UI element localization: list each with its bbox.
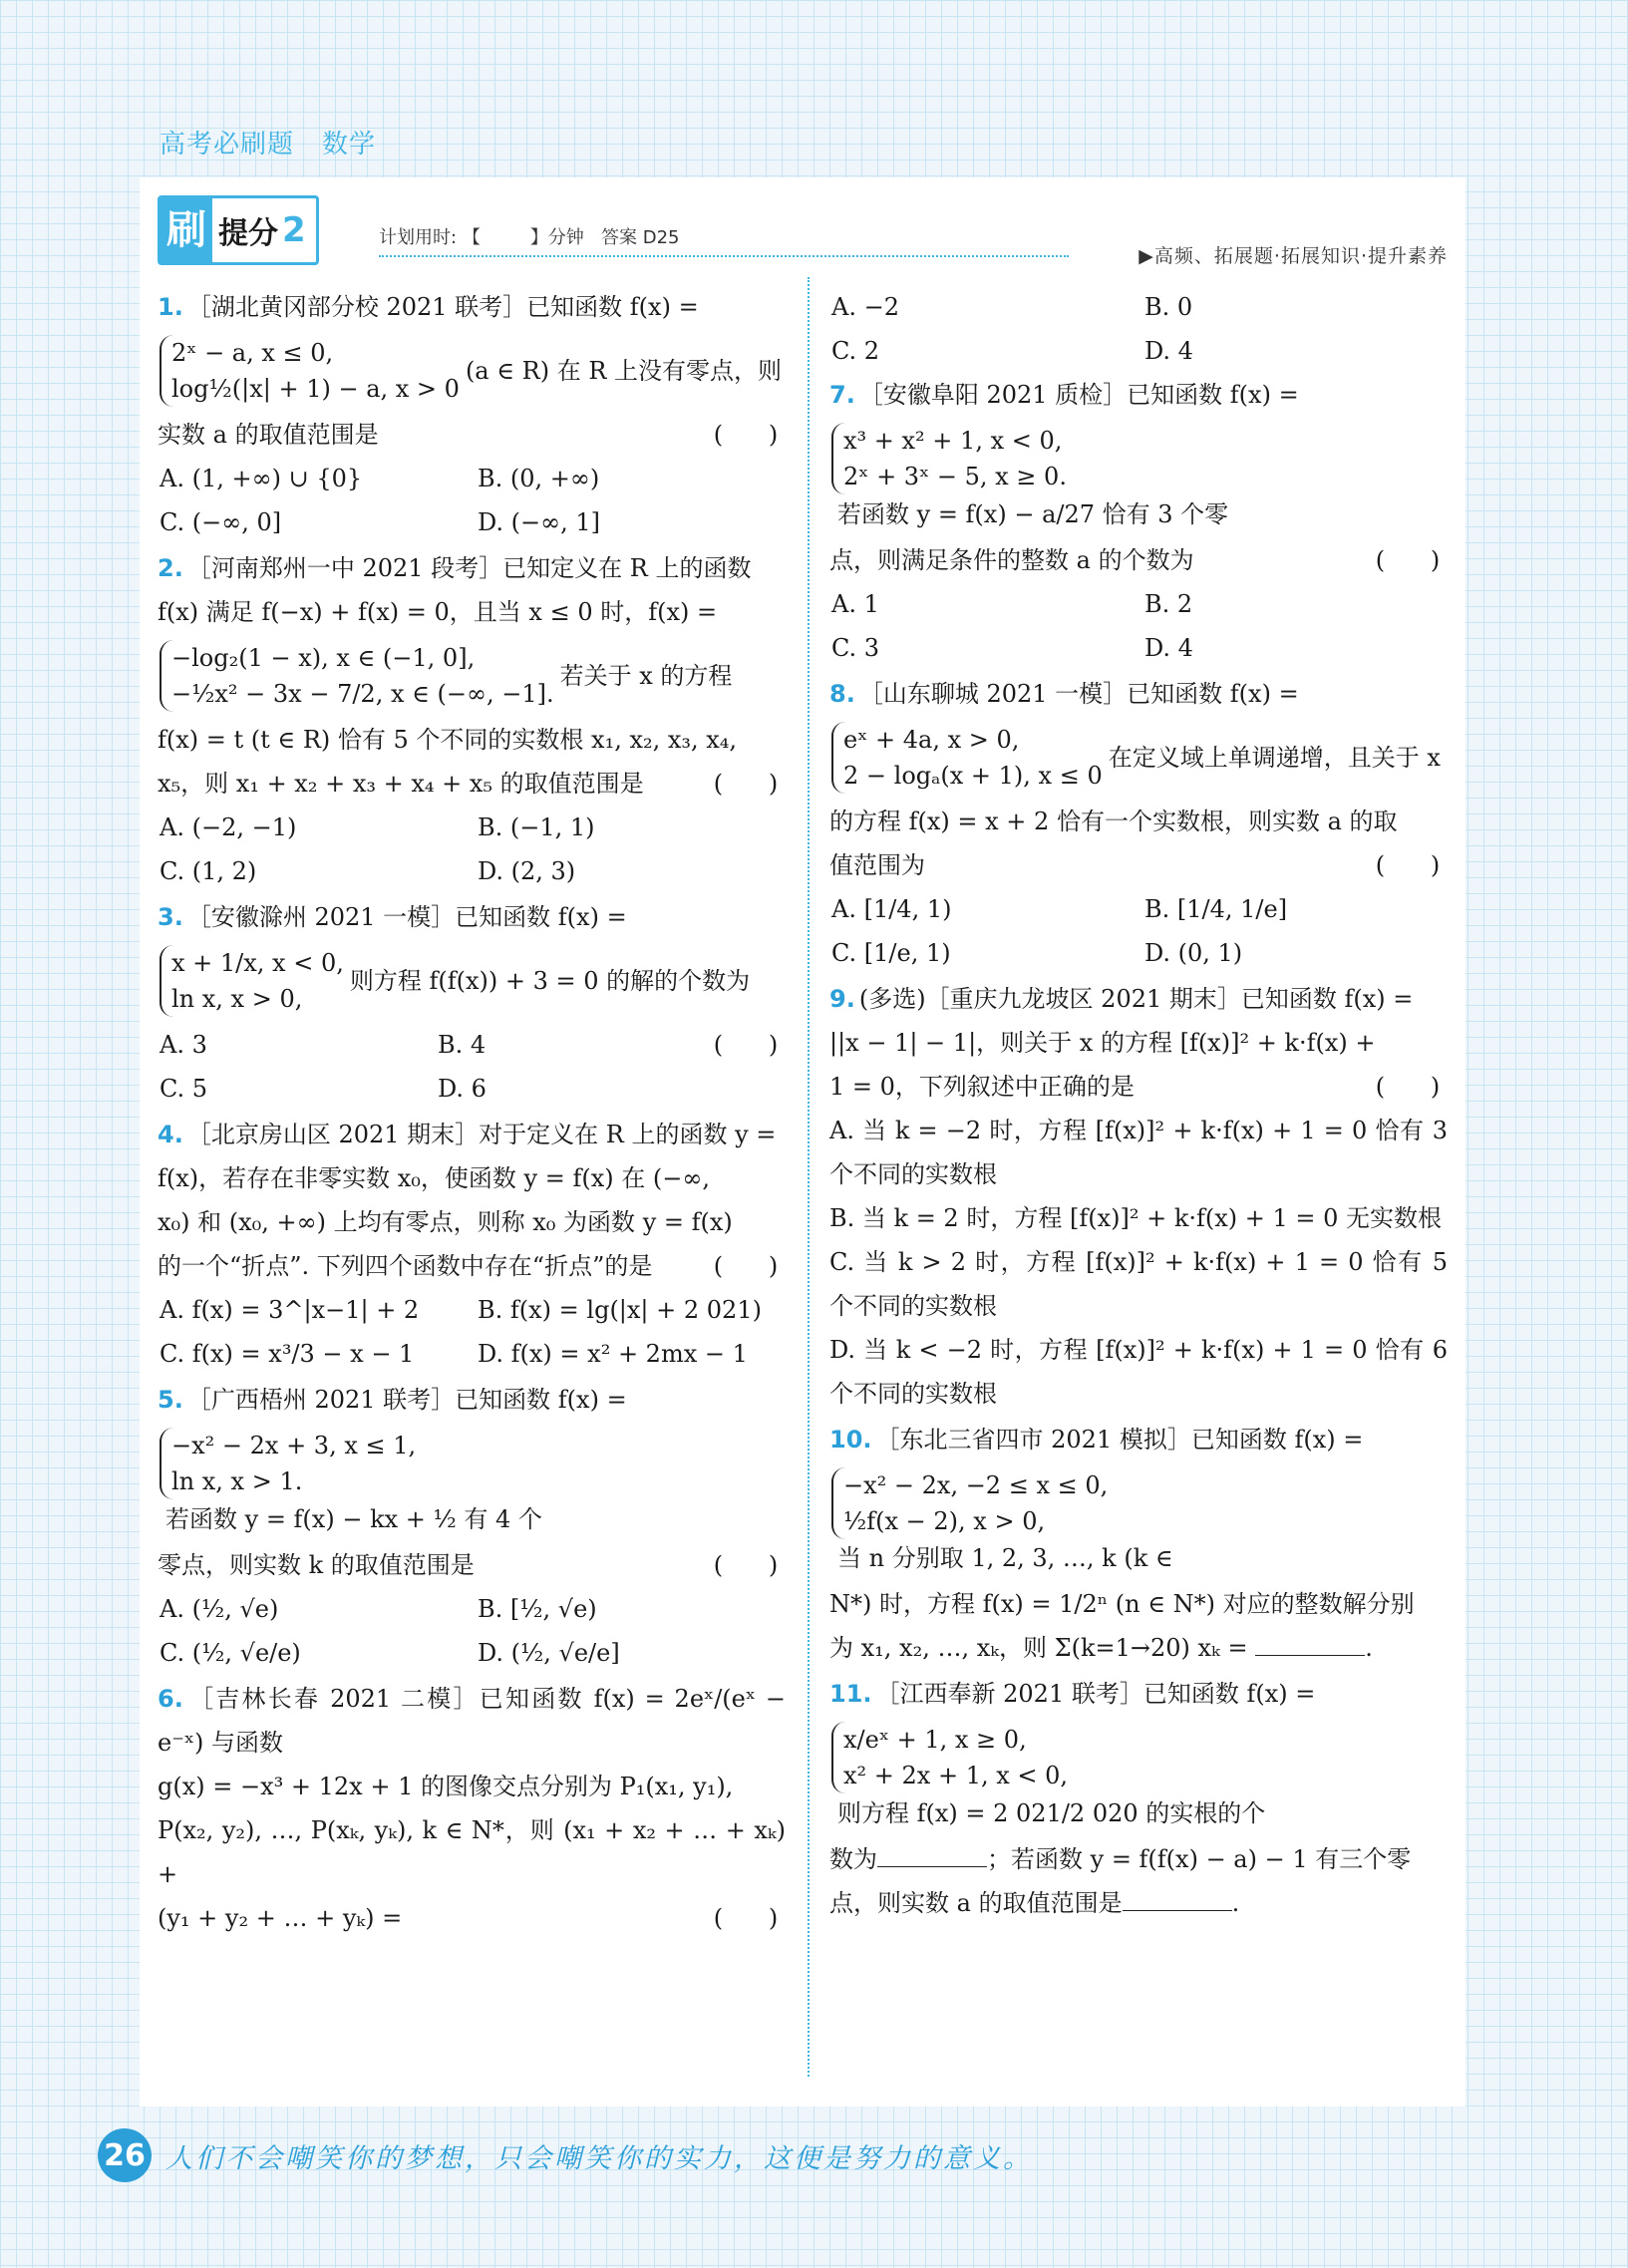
answer-blank [1368,843,1448,887]
option: C. 当 k > 2 时，方程 [f(x)]² + k·f(x) + 1 = 0 恰有 5 个不同的实数根 [829,1247,1448,1320]
section-header [158,195,1448,265]
section-badge [158,195,319,265]
question: 4. ［北京房山区 2021 期末］对于定义在 R 上的函数 y = f(x)，若存在非零实数 x₀，使函数 y = f(x) 在 (−∞, x₀) 和 (x₀, +∞) 上均有零点，则称 x₀ 为函数 y = f(x) 的一个“折点”. 下列四个函数中存在“折点”的是 ( ) A. f(x) = 3^|x−1| + 2 B. f(x) = lg(|x| + 2 021) C. f(x) = x³/3 − x − 1 D. f(x) = x² + 2mx − 1 [158,1113,786,1376]
option: C. (1, 2) [160,857,257,885]
option: D. (0, 1) [1144,938,1243,967]
option: A. (1, +∞) ∪ {0} [160,465,363,492]
option: A. 3 [160,1031,207,1059]
question: 5. ［广西梧州 2021 联考］已知函数 f(x) = −x² − 2x + 3, x ≤ 1, ln x, x > 1. 若函数 y = f(x) − kx + ½ 有 4 个 零点，则实数 k 的取值范围是 ( ) A. (½, √e) B. [½, √e) C. (½, √e/e) D. (½, √e/e] [158,1378,786,1675]
question: 2. ［河南郑州一中 2021 段考］已知定义在 R 上的函数 f(x) 满足 f(−x) + f(x) = 0，且当 x ≤ 0 时，f(x) = −log₂(1 − x), x ∈ (−1, 0], −½x² − 3x − 7/2, x ∈ (−∞, −1]. 若关于 x 的方程 f(x) = t (t ∈ R) 恰有 5 个不同的实数根 x₁, x₂, x₃, x₄, x₅，则 x₁ + x₂ + x₃ + x₄ + x₅ 的取值范围是 ( ) A. (−2, −1) B. (−1, 1) C. (1, 2) D. (2, 3) [158,546,786,893]
option: A. −2 [831,293,899,321]
section-number: 2 [282,210,306,250]
option: A. 当 k = −2 时，方程 [f(x)]² + k·f(x) + 1 = 0 恰有 3 个不同的实数根 [829,1116,1448,1188]
answer-blank [1368,538,1448,582]
fill-blank [1255,1631,1365,1656]
option: B. (0, +∞) [478,465,600,492]
option: D. 当 k < −2 时，方程 [f(x)]² + k·f(x) + 1 = 0 恰有 6 个不同的实数根 [829,1335,1448,1408]
option: D. 4 [1144,633,1193,662]
section-tagline: ▶高频、拓展题·拓展知识·提升素养 [1139,245,1448,267]
question: 11. ［江西奉新 2021 联考］已知函数 f(x) = x/eˣ + 1, x ≥ 0, x² + 2x + 1, x < 0, 则方程 f(x) = 2 021/2 020 的实根的个 数为 ；若函数 y = f(f(x) − a) − 1 有三个零 点，则实数 a 的取值范围是 . [829,1680,1412,1917]
column-divider [808,277,810,2077]
header-rule [379,255,1069,257]
answer-blank [706,1543,786,1587]
option: C. 5 [160,1075,208,1103]
motto: 人们不会嘲笑你的梦想，只会嘲笑你的实力，这便是努力的意义。 [165,2142,1033,2174]
option: A. (½, √e) [160,1594,279,1623]
fill-blank [1123,1886,1232,1911]
question: 6. ［吉林长春 2021 二模］已知函数 f(x) = 2eˣ/(eˣ − e⁻ˣ) 与函数 g(x) = −x³ + 12x + 1 的图像交点分别为 P₁(x₁, y₁), P(x₂, y₂), …, P(xₖ, yₖ), k ∈ N*，则 (x₁ + x₂ + … + xₖ) + (y₁ + y₂ + … + yₖ) = ( ) [158,1677,786,1940]
option: C. (−∞, 0] [160,508,282,536]
option: D. 4 [1144,337,1193,365]
fill-blank [877,1842,987,1867]
answer-reference: 答案 D25 [600,227,680,248]
option: C. [1/e, 1) [831,938,951,967]
worksheet [140,177,1465,2106]
option: D. 6 [438,1075,487,1103]
option: A. 1 [831,589,879,618]
option: D. f(x) = x² + 2mx − 1 [478,1340,748,1368]
page-footer [98,2128,1033,2182]
option: A. (−2, −1) [160,813,297,841]
answer-blank [706,1244,786,1288]
question: 3. ［安徽滁州 2021 一模］已知函数 f(x) = x + 1/x, x < 0, ln x, x > 0, 则方程 f(f(x)) + 3 = 0 的解的个数为 ( ) A. 3 B. 4 C. 5 D. 6 [158,895,786,1111]
option: D. (−∞, 1] [478,508,600,536]
option: A. [1/4, 1) [831,894,952,923]
section-title: 提分 [218,216,278,251]
answer-blank [706,762,786,806]
answer-blank [706,413,786,457]
book-title: 高考必刷题 [160,130,295,160]
question: 7. ［安徽阜阳 2021 质检］已知函数 f(x) = x³ + x² + 1, x < 0, 2ˣ + 3ˣ − 5, x ≥ 0. 若函数 y = f(x) − a/27 恰有 3 个零 点，则满足条件的整数 a 的个数为 ( ) A. 1 B. 2 C. 3 D. 4 [829,373,1448,670]
option: B. 当 k = 2 时，方程 [f(x)]² + k·f(x) + 1 = 0 无实数根 [829,1203,1443,1232]
brush-logo-icon: 刷 [161,197,212,263]
option: D. (2, 3) [478,857,576,885]
option: C. (½, √e/e) [160,1638,301,1667]
answer-blank [706,1896,786,1940]
subject-label: 数学 [322,130,377,160]
right-column [829,285,1448,1927]
option: C. 3 [831,633,880,662]
option: D. (½, √e/e] [478,1638,620,1667]
question: 8. ［山东聊城 2021 一模］已知函数 f(x) = eˣ + 4a, x > 0, 2 − logₐ(x + 1), x ≤ 0 在定义域上单调递增，且关于 x 的方程 f(x) = x + 2 恰有一个实数根，则实数 a 的取 值范围为 ( ) A. [1/4, 1) B. [1/4, 1/e] C. [1/e, 1) D. (0, 1) [829,672,1448,975]
option: B. [1/4, 1/e] [1144,894,1288,923]
option: B. f(x) = lg(|x| + 2 021) [478,1296,762,1324]
q6-options [829,285,1448,373]
option: B. 2 [1144,589,1193,618]
question: 9. (多选)［重庆九龙坡区 2021 期末］已知函数 f(x) = ||x − 1| − 1|，则关于 x 的方程 [f(x)]² + k·f(x) + 1 = 0，下列叙述中正确的是 ( ) A. 当 k = −2 时，方程 [f(x)]² + k·f(x) + 1 = 0 恰有 3 个不同的实数根 B. 当 k = 2 时，方程 [f(x)]² + k·f(x) + 1 = 0 无实数根 C. 当 k > 2 时，方程 [f(x)]² + k·f(x) + 1 = 0 恰有 5 个不同的实数根 D. 当 k < −2 时，方程 [f(x)]² + k·f(x) + 1 = 0 恰有 6 个不同的实数根 [829,977,1448,1416]
option: C. 2 [831,337,880,365]
question: 10. ［东北三省四市 2021 模拟］已知函数 f(x) = −x² − 2x, −2 ≤ x ≤ 0, ½f(x − 2), x > 0, 当 n 分别取 1, 2, 3, …, k (k ∈ N*) 时，方程 f(x) = 1/2ⁿ (n ∈ N*) 对应的整数解分别 为 x₁, x₂, …, xₖ，则 Σ(k=1→20) xₖ = . [829,1425,1415,1662]
answer-blank [706,1023,786,1067]
option: B. (−1, 1) [478,813,595,841]
plan-time: 计划用时: 【 】分钟 答案 D25 [379,227,680,248]
option: A. f(x) = 3^|x−1| + 2 [160,1296,420,1324]
page-number: 26 [98,2128,152,2182]
option: B. 4 [438,1031,487,1059]
running-head [160,124,404,161]
option: C. f(x) = x³/3 − x − 1 [160,1340,415,1368]
left-column [158,285,786,1942]
option: B. [½, √e) [478,1594,597,1623]
answer-blank [1368,1065,1448,1109]
question: 1. ［湖北黄冈部分校 2021 联考］已知函数 f(x) = 2ˣ − a, x ≤ 0, log½(|x| + 1) − a, x > 0 (a ∈ R) 在 R 上没有零点，则 实数 a 的取值范围是 ( ) A. (1, +∞) ∪ {0} B. (0, +∞) C. (−∞, 0] D. (−∞, 1] [158,285,786,544]
option: B. 0 [1144,293,1193,321]
